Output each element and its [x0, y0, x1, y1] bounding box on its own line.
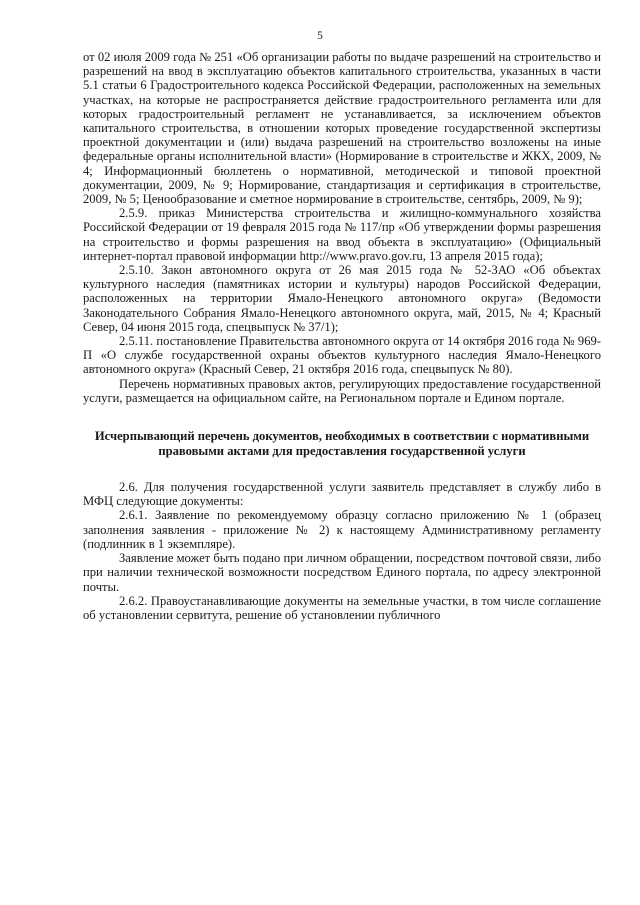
paragraph-2-5-9: 2.5.9. приказ Министерства строительства и жилищно-коммунального хозяйства Российской Федерации от 19 февраля 2015 года № 117/пр «Об утверждении формы разрешения на строительство и формы разрешения на ввод объекта в эксплуатацию» (Официальный интернет-портал правовой информации http://www.pravo.gov.ru, 13 апреля 2015 года); — [83, 206, 601, 263]
section-heading: Исчерпывающий перечень документов, необходимых в соответствии с нормативными правовыми актами для предоставления государственной услуги — [94, 429, 590, 458]
paragraph-2-6: 2.6. Для получения государственной услуги заявитель представляет в службу либо в МФЦ следующие документы: — [83, 480, 601, 509]
paragraph-2-6-1: 2.6.1. Заявление по рекомендуемому образцу согласно приложению № 1 (образец заполнения заявления - приложение № 2) к настоящему Административному регламенту (подлинник в 1 экземпляре). — [83, 508, 601, 551]
paragraph-2-5-11: 2.5.11. постановление Правительства автономного округа от 14 октября 2016 года № 969-П «О службе государственной охраны объектов культурного наследия Ямало-Ненецкого автономного округа» (Красный Север, 21 октября 2016 года, спецвыпуск № 80). — [83, 334, 601, 377]
paragraph-2-6-2: 2.6.2. Правоустанавливающие документы на земельные участки, в том числе соглашение об установлении сервитута, решение об установлении публичного — [83, 593, 601, 622]
page-number: 5 — [317, 30, 323, 42]
paragraph-decree-251-continuation: от 02 июля 2009 года № 251 «Об организации работы по выдаче разрешений на строительство и разрешений на ввод в эксплуатацию объектов капитального строительства, указанных в части 5.1 статьи 6 Градостроительного кодекса Российской Федерации, расположенных на земельных участках, на которые не распространяется действие градостроительного регламента или для которых градостроительный регламент не устанавливается, за исключением объектов капитального строительства, в отношении которых проведение государственной экспертизы проектной документации и (или) выдача разрешений на строительство возложены на иные федеральные органы исполнительной власти» (Нормирование в строительстве и ЖКХ, 2009, № 4; Информационный бюллетень о нормативной, методической и типовой проектной документации, 2009, № 9; Нормирование, стандартизация и сертификация в строительстве, 2009, № 5; Ценообразование и сметное нормирование в строительстве, сентябрь, 2009, № 9); — [83, 50, 601, 207]
paragraph-2-5-10: 2.5.10. Закон автономного округа от 26 мая 2015 года № 52-ЗАО «Об объектах культурного наследия (памятниках истории и культуры) народов Российской Федерации, расположенных на территории Ямало-Ненецкого автономного округа» (Ведомости Законодательного Собрания Ямало-Ненецкого автономного округа, май, 2015, № 4; Красный Север, 04 июня 2015 года, спецвыпуск № 37/1); — [83, 263, 601, 334]
document-body — [83, 50, 601, 622]
paragraph-legal-acts-list: Перечень нормативных правовых актов, регулирующих предоставление государственной услуги, размещается на официальном сайте, на Региональном портале и Едином портале. — [83, 376, 601, 405]
paragraph-application-submission: Заявление может быть подано при личном обращении, посредством почтовой связи, либо при наличии технической возможности посредством Единого портала, по адресу электронной почты. — [83, 551, 601, 594]
